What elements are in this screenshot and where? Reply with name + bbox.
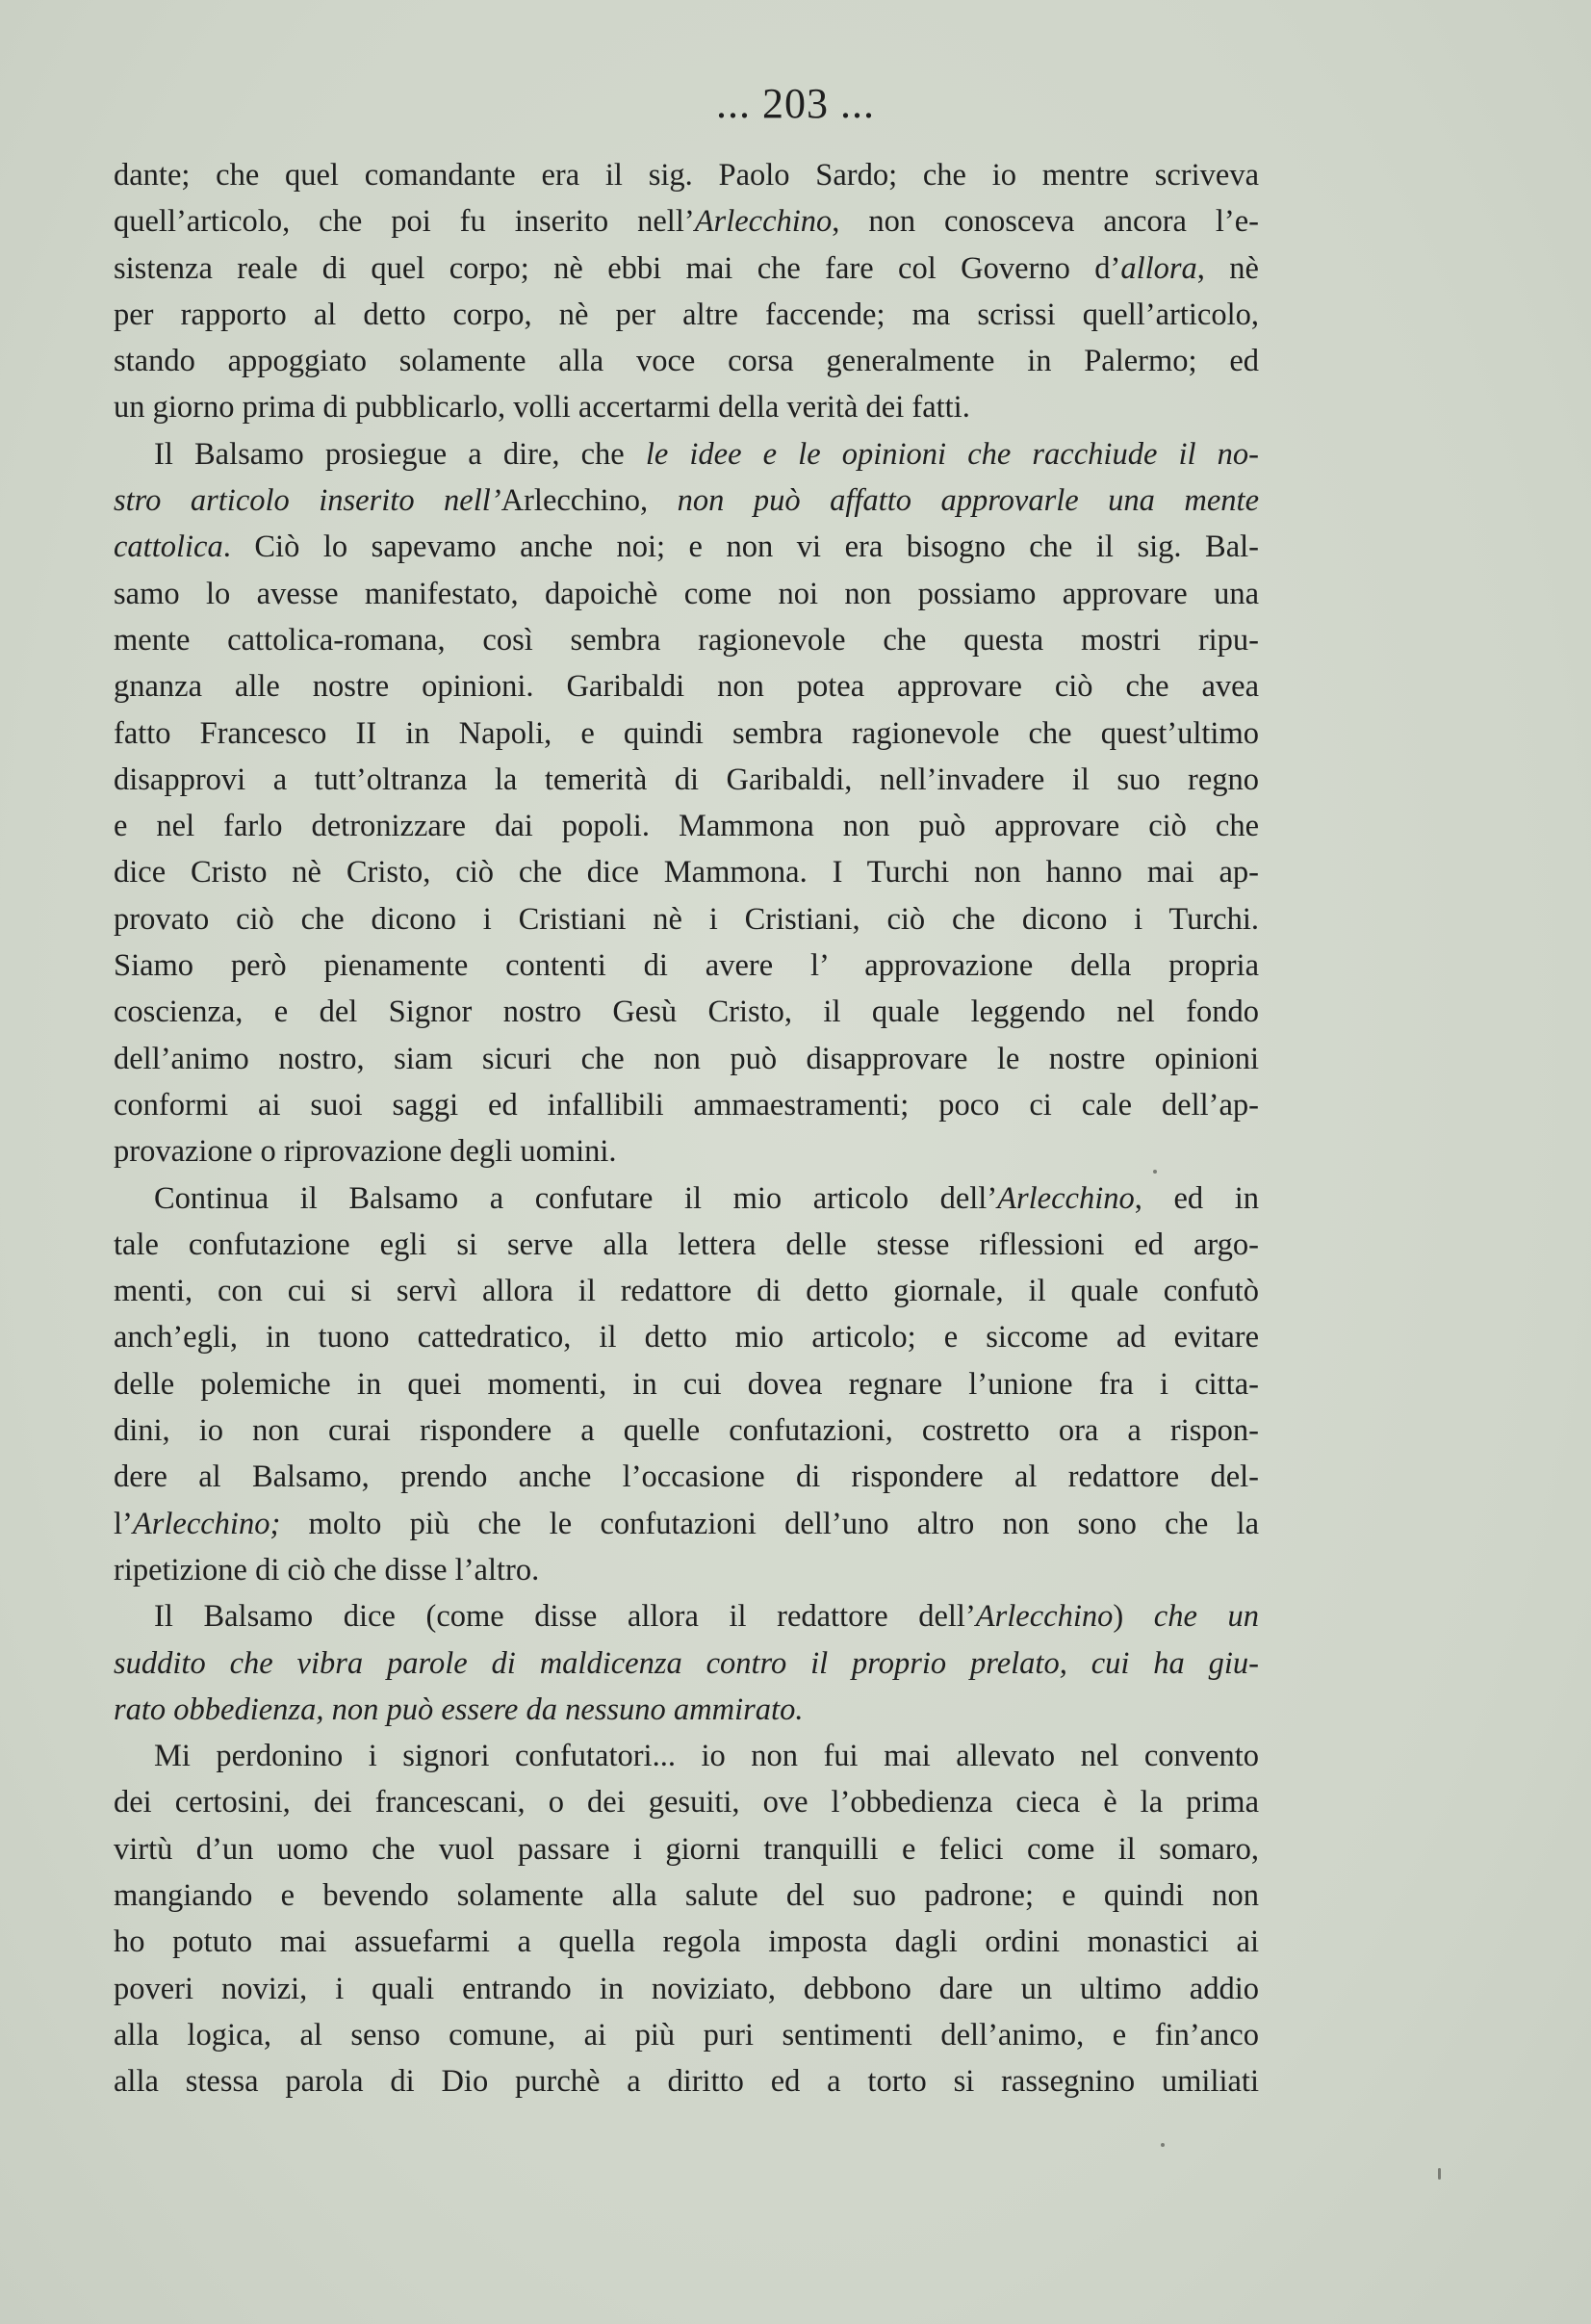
text-line — [114, 1268, 1259, 1314]
text-line — [114, 1175, 1259, 1222]
text-run: mente cattolica-romana, così sembra ragionevole che questa mostri ripu- — [114, 622, 1259, 658]
text-line — [114, 571, 1259, 617]
text-line — [114, 1733, 1259, 1779]
text-line — [114, 1547, 1259, 1593]
italic-text: Arlecchino; — [132, 1506, 281, 1541]
text-run: Arlecchino, — [500, 483, 678, 519]
text-line — [114, 1314, 1259, 1360]
text-run: dere al Balsamo, prendo anche l’occasione di rispondere al redattore del- — [114, 1459, 1259, 1495]
text-run: sistenza reale di quel corpo; nè ebbi mai che fare col Governo d’ — [114, 250, 1121, 286]
text-line — [114, 1872, 1259, 1919]
text-line — [114, 757, 1259, 803]
italic-text: rato obbedienza, non può essere da nessuno ammirato. — [114, 1691, 804, 1727]
text-run: molto più che le confutazioni dell’uno altro non sono che la — [280, 1506, 1259, 1541]
text-line — [114, 431, 1259, 478]
text-line — [114, 1593, 1259, 1640]
text-line — [114, 1082, 1259, 1128]
text-line — [114, 1222, 1259, 1268]
paper-speck — [1161, 2143, 1165, 2147]
text-run: fatto Francesco II in Napoli, e quindi sembra ragionevole che quest’ultimo — [114, 715, 1259, 751]
text-run: disapprovi a tutt’oltranza la temerità di Garibaldi, nell’invadere il suo regno — [114, 762, 1259, 797]
text-line — [114, 896, 1259, 943]
text-line — [114, 849, 1259, 895]
text-line — [114, 1779, 1259, 1825]
text-run: gnanza alle nostre opinioni. Garibaldi non potea approvare ciò che avea — [114, 669, 1259, 705]
text-line — [114, 1966, 1259, 2012]
text-run: per rapporto al detto corpo, nè per altre faccende; ma scrissi quell’articolo, — [114, 297, 1259, 332]
text-run: Il Balsamo dice (come disse allora il redattore dell’ — [154, 1599, 976, 1635]
body-text — [114, 152, 1259, 2105]
italic-text: non può affatto approvarle una mente — [677, 483, 1260, 519]
text-run: Continua il Balsamo a confutare il mio articolo dell’ — [154, 1180, 998, 1216]
text-line — [114, 1640, 1259, 1687]
text-run: conformi ai suoi saggi ed infallibili ammaestramenti; poco ci cale dell’ap- — [114, 1087, 1259, 1123]
text-run: ) — [1113, 1599, 1154, 1635]
italic-text: Arlecchino — [694, 204, 833, 240]
italic-text: suddito che vibra parole di maldicenza contro il proprio prelato, cui ha giu- — [114, 1645, 1259, 1681]
italic-text: Arlecchino — [997, 1180, 1135, 1216]
italic-text: stro articolo inserito nell’ — [114, 483, 501, 519]
text-run: Il Balsamo prosiegue a dire, che — [154, 436, 646, 472]
text-line — [114, 1454, 1259, 1500]
italic-text: che un — [1153, 1599, 1259, 1635]
text-line — [114, 1919, 1259, 1965]
text-run: poveri novizi, i quali entrando in noviziato, debbono dare un ultimo addio — [114, 1971, 1259, 2006]
text-line — [114, 524, 1259, 570]
text-run: , non conosceva ancora l’e- — [832, 204, 1260, 240]
text-run: e nel farlo detronizzare dai popoli. Mammona non può approvare ciò che — [114, 809, 1259, 844]
text-run: dell’animo nostro, siam sicuri che non può disapprovare le nostre opinioni — [114, 1041, 1259, 1076]
text-line — [114, 803, 1259, 849]
text-run: mangiando e bevendo solamente alla salute del suo padrone; e quindi non — [114, 1877, 1259, 1913]
text-run: l’ — [114, 1506, 133, 1541]
text-line — [114, 989, 1259, 1035]
italic-text: le idee e le opinioni che racchiude il no- — [645, 436, 1259, 472]
text-run: delle polemiche in quei momenti, in cui dovea regnare l’unione fra i citta- — [114, 1366, 1259, 1402]
text-line — [114, 198, 1259, 245]
text-run: Mi perdonino i signori confutatori... io non fui mai allevato nel convento — [154, 1739, 1259, 1774]
text-run: tale confutazione egli si serve alla lettera delle stesse riflessioni ed argo- — [114, 1227, 1259, 1262]
text-line — [114, 663, 1259, 710]
text-line — [114, 710, 1259, 757]
text-run: alla logica, al senso comune, ai più puri sentimenti dell’animo, e fin’anco — [114, 2017, 1259, 2053]
text-run: stando appoggiato solamente alla voce corsa generalmente in Palermo; ed — [114, 344, 1259, 379]
text-run: quell’articolo, che poi fu inserito nell’ — [114, 204, 695, 240]
paper-speck — [1153, 1170, 1157, 1174]
text-run: provazione o riprovazione degli uomini. — [114, 1134, 617, 1170]
text-run: dante; che quel comandante era il sig. Paolo Sardo; che io mentre scriveva — [114, 158, 1259, 193]
text-run: provato ciò che dicono i Cristiani nè i Cristiani, ciò che dicono i Turchi. — [114, 901, 1259, 937]
text-line — [114, 1826, 1259, 1872]
text-line — [114, 1407, 1259, 1454]
text-line — [114, 1687, 1259, 1733]
text-line — [114, 2058, 1259, 2105]
text-run: dini, io non curai rispondere a quelle confutazioni, costretto ora a rispon- — [114, 1413, 1259, 1449]
italic-text: cattolica — [114, 529, 223, 565]
italic-text: allora — [1120, 250, 1197, 286]
text-line — [114, 245, 1259, 292]
text-run: alla stessa parola di Dio purchè a diritto ed a torto si rassegnino umiliati — [114, 2064, 1259, 2100]
text-run: dice Cristo nè Cristo, ciò che dice Mammona. I Turchi non hanno mai ap- — [114, 855, 1259, 891]
paper-speck — [1438, 2168, 1441, 2180]
text-line — [114, 943, 1259, 989]
text-run: coscienza, e del Signor nostro Gesù Cristo, il quale leggendo nel fondo — [114, 994, 1259, 1030]
text-line — [114, 1128, 1259, 1175]
text-run: dei certosini, dei francescani, o dei gesuiti, ove l’obbedienza cieca è la prima — [114, 1785, 1259, 1820]
text-run: Siamo però pienamente contenti di avere l’ approvazione della propria — [114, 948, 1259, 984]
italic-text: Arlecchino — [975, 1599, 1114, 1635]
text-line — [114, 338, 1259, 384]
text-line — [114, 152, 1259, 198]
text-line — [114, 1036, 1259, 1082]
text-run: ho potuto mai assuefarmi a quella regola imposta dagli ordini monastici ai — [114, 1924, 1259, 1960]
text-run: anch’egli, in tuono cattedratico, il detto mio articolo; e siccome ad evitare — [114, 1320, 1259, 1356]
text-line — [114, 2012, 1259, 2058]
text-line — [114, 292, 1259, 338]
text-line — [114, 1501, 1259, 1547]
text-run: , ed in — [1134, 1180, 1259, 1216]
text-line — [114, 384, 1259, 430]
text-run: un giorno prima di pubblicarlo, volli accertarmi della verità dei fatti. — [114, 390, 970, 426]
text-line — [114, 1361, 1259, 1407]
text-line — [114, 617, 1259, 663]
text-run: menti, con cui si servì allora il redattore di detto giornale, il quale confutò — [114, 1274, 1259, 1309]
text-run: virtù d’un uomo che vuol passare i giorni tranquilli e felici come il somaro, — [114, 1831, 1259, 1867]
text-run: ripetizione di ciò che disse l’altro. — [114, 1552, 540, 1588]
text-run: samo lo avesse manifestato, dapoichè come noi non possiamo approvare una — [114, 576, 1259, 611]
text-run: . Ciò lo sapevamo anche noi; e non vi era bisogno che il sig. Bal- — [222, 529, 1259, 565]
page-number: ... 203 ... — [716, 80, 875, 127]
text-run: , nè — [1196, 250, 1259, 286]
text-line — [114, 478, 1259, 524]
